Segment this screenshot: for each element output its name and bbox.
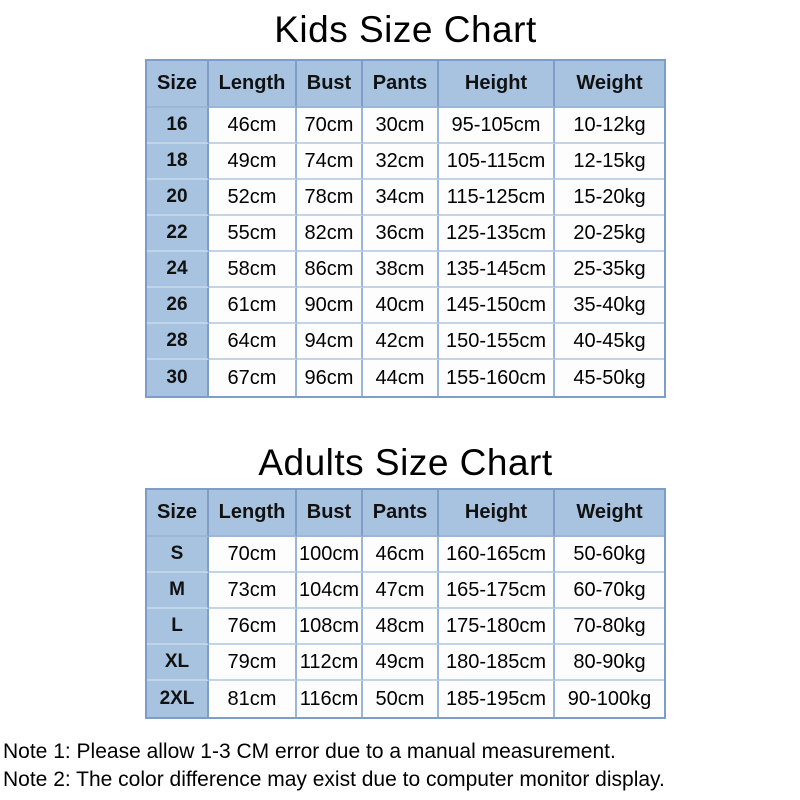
- adults-size-table: [145, 488, 666, 719]
- data-cell: 15-20kg: [555, 180, 664, 216]
- kids-size-table-container: [145, 59, 666, 398]
- kids-chart-title: Kids Size Chart: [274, 9, 537, 50]
- size-cell: 20: [147, 180, 209, 216]
- data-cell: 94cm: [297, 324, 363, 360]
- size-cell: 24: [147, 252, 209, 288]
- data-cell: 32cm: [363, 144, 439, 180]
- data-cell: 40-45kg: [555, 324, 664, 360]
- data-cell: 40cm: [363, 288, 439, 324]
- column-header-bust: Bust: [297, 61, 363, 108]
- size-cell: XL: [147, 645, 209, 681]
- size-cell: S: [147, 537, 209, 573]
- data-cell: 86cm: [297, 252, 363, 288]
- data-cell: 160-165cm: [439, 537, 555, 573]
- data-cell: 70cm: [209, 537, 297, 573]
- data-cell: 45-50kg: [555, 360, 664, 396]
- data-cell: 49cm: [209, 144, 297, 180]
- size-cell: 18: [147, 144, 209, 180]
- data-cell: 104cm: [297, 573, 363, 609]
- data-cell: 58cm: [209, 252, 297, 288]
- column-header-weight: Weight: [555, 490, 664, 537]
- size-cell: L: [147, 609, 209, 645]
- column-header-pants: Pants: [363, 490, 439, 537]
- data-cell: 145-150cm: [439, 288, 555, 324]
- data-cell: 48cm: [363, 609, 439, 645]
- column-header-height: Height: [439, 61, 555, 108]
- adults-header-row: [147, 490, 664, 537]
- column-header-bust: Bust: [297, 490, 363, 537]
- size-cell: 26: [147, 288, 209, 324]
- adults-size-table-container: [145, 488, 666, 719]
- data-cell: 49cm: [363, 645, 439, 681]
- data-cell: 90cm: [297, 288, 363, 324]
- data-cell: 180-185cm: [439, 645, 555, 681]
- data-cell: 12-15kg: [555, 144, 664, 180]
- data-cell: 60-70kg: [555, 573, 664, 609]
- data-cell: 67cm: [209, 360, 297, 396]
- data-cell: 35-40kg: [555, 288, 664, 324]
- table-row: [147, 537, 664, 573]
- data-cell: 52cm: [209, 180, 297, 216]
- data-cell: 36cm: [363, 216, 439, 252]
- table-row: [147, 180, 664, 216]
- size-cell: 2XL: [147, 681, 209, 717]
- data-cell: 81cm: [209, 681, 297, 717]
- size-cell: 16: [147, 108, 209, 144]
- data-cell: 78cm: [297, 180, 363, 216]
- data-cell: 105-115cm: [439, 144, 555, 180]
- data-cell: 185-195cm: [439, 681, 555, 717]
- column-header-length: Length: [209, 490, 297, 537]
- table-row: [147, 216, 664, 252]
- data-cell: 64cm: [209, 324, 297, 360]
- data-cell: 50-60kg: [555, 537, 664, 573]
- data-cell: 116cm: [297, 681, 363, 717]
- column-header-size: Size: [147, 490, 209, 537]
- table-row: [147, 573, 664, 609]
- data-cell: 46cm: [363, 537, 439, 573]
- table-row: [147, 252, 664, 288]
- table-row: [147, 108, 664, 144]
- data-cell: 108cm: [297, 609, 363, 645]
- adults-chart-title: Adults Size Chart: [258, 442, 553, 483]
- data-cell: 73cm: [209, 573, 297, 609]
- kids-header-row: [147, 61, 664, 108]
- data-cell: 61cm: [209, 288, 297, 324]
- table-row: [147, 609, 664, 645]
- data-cell: 96cm: [297, 360, 363, 396]
- table-row: [147, 681, 664, 717]
- data-cell: 95-105cm: [439, 108, 555, 144]
- data-cell: 55cm: [209, 216, 297, 252]
- data-cell: 30cm: [363, 108, 439, 144]
- data-cell: 44cm: [363, 360, 439, 396]
- data-cell: 100cm: [297, 537, 363, 573]
- note-2: Note 2: The color difference may exist due to computer monitor display.: [3, 768, 665, 791]
- size-cell: M: [147, 573, 209, 609]
- data-cell: 112cm: [297, 645, 363, 681]
- data-cell: 80-90kg: [555, 645, 664, 681]
- data-cell: 125-135cm: [439, 216, 555, 252]
- data-cell: 135-145cm: [439, 252, 555, 288]
- data-cell: 38cm: [363, 252, 439, 288]
- footnotes: [3, 738, 800, 794]
- data-cell: 82cm: [297, 216, 363, 252]
- data-cell: 20-25kg: [555, 216, 664, 252]
- table-row: [147, 324, 664, 360]
- data-cell: 47cm: [363, 573, 439, 609]
- column-header-size: Size: [147, 61, 209, 108]
- data-cell: 155-160cm: [439, 360, 555, 396]
- data-cell: 70-80kg: [555, 609, 664, 645]
- data-cell: 115-125cm: [439, 180, 555, 216]
- column-header-length: Length: [209, 61, 297, 108]
- data-cell: 150-155cm: [439, 324, 555, 360]
- data-cell: 34cm: [363, 180, 439, 216]
- data-cell: 74cm: [297, 144, 363, 180]
- table-row: [147, 645, 664, 681]
- table-row: [147, 360, 664, 396]
- data-cell: 76cm: [209, 609, 297, 645]
- size-cell: 22: [147, 216, 209, 252]
- data-cell: 42cm: [363, 324, 439, 360]
- column-header-height: Height: [439, 490, 555, 537]
- data-cell: 46cm: [209, 108, 297, 144]
- column-header-weight: Weight: [555, 61, 664, 108]
- data-cell: 165-175cm: [439, 573, 555, 609]
- size-cell: 28: [147, 324, 209, 360]
- table-row: [147, 144, 664, 180]
- column-header-pants: Pants: [363, 61, 439, 108]
- data-cell: 90-100kg: [555, 681, 664, 717]
- table-row: [147, 288, 664, 324]
- data-cell: 70cm: [297, 108, 363, 144]
- data-cell: 50cm: [363, 681, 439, 717]
- data-cell: 10-12kg: [555, 108, 664, 144]
- data-cell: 175-180cm: [439, 609, 555, 645]
- note-1: Note 1: Please allow 1-3 CM error due to a manual measurement.: [3, 740, 616, 763]
- size-cell: 30: [147, 360, 209, 396]
- kids-size-table: [145, 59, 666, 398]
- data-cell: 79cm: [209, 645, 297, 681]
- data-cell: 25-35kg: [555, 252, 664, 288]
